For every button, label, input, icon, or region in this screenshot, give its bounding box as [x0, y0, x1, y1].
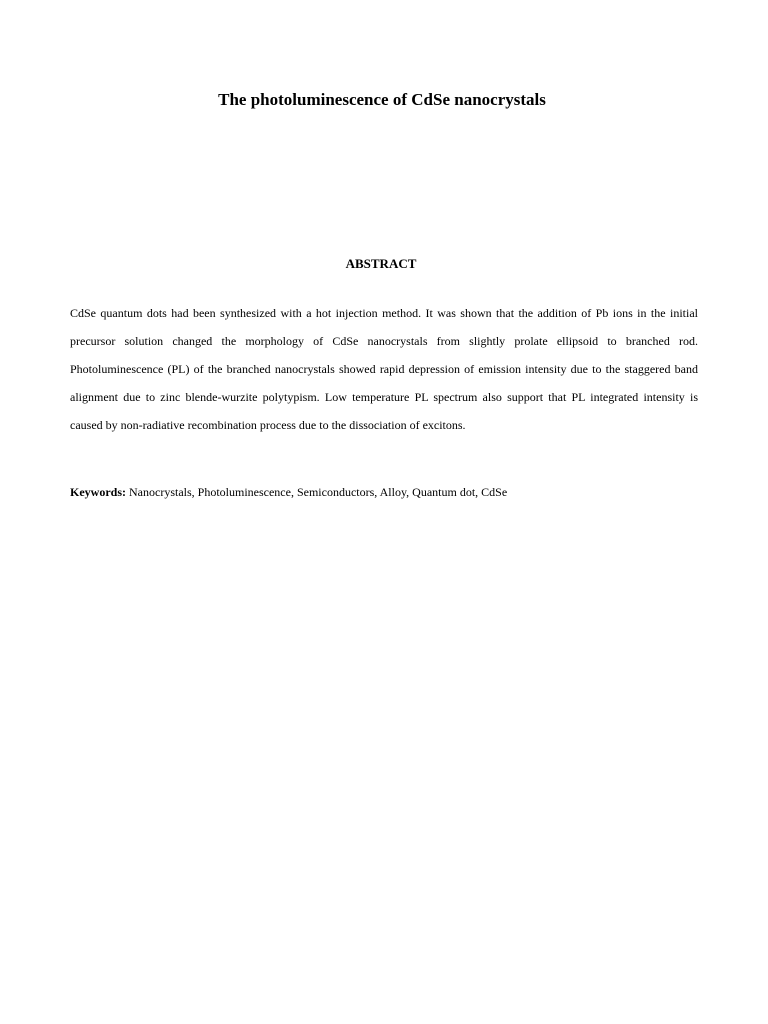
abstract-heading: ABSTRACT: [345, 256, 417, 271]
keywords-label: Keywords:: [70, 485, 126, 499]
keywords-list: Nanocrystals, Photoluminescence, Semiconductors, Alloy, Quantum dot, CdSe: [129, 485, 508, 499]
keywords-line: [70, 482, 698, 502]
abstract-text: CdSe quantum dots had been synthesized with a hot injection method. It was shown that the addition of Pb ions in the initial precursor solution changed the morphology of CdSe nanocrystals from slightly prolate ellipsoid to branched rod. Photoluminescence (PL) of the branched nanocrystals showed rapid depression of emission intensity due to the staggered band alignment due to zinc blende-wurzite polytypism. Low temperature PL spectrum also support that PL integrated intensity is caused by non-radiative recombination process due to the dissociation of excitons.: [70, 306, 698, 432]
paper-title: The photoluminescence of CdSe nanocrystals: [218, 90, 546, 109]
